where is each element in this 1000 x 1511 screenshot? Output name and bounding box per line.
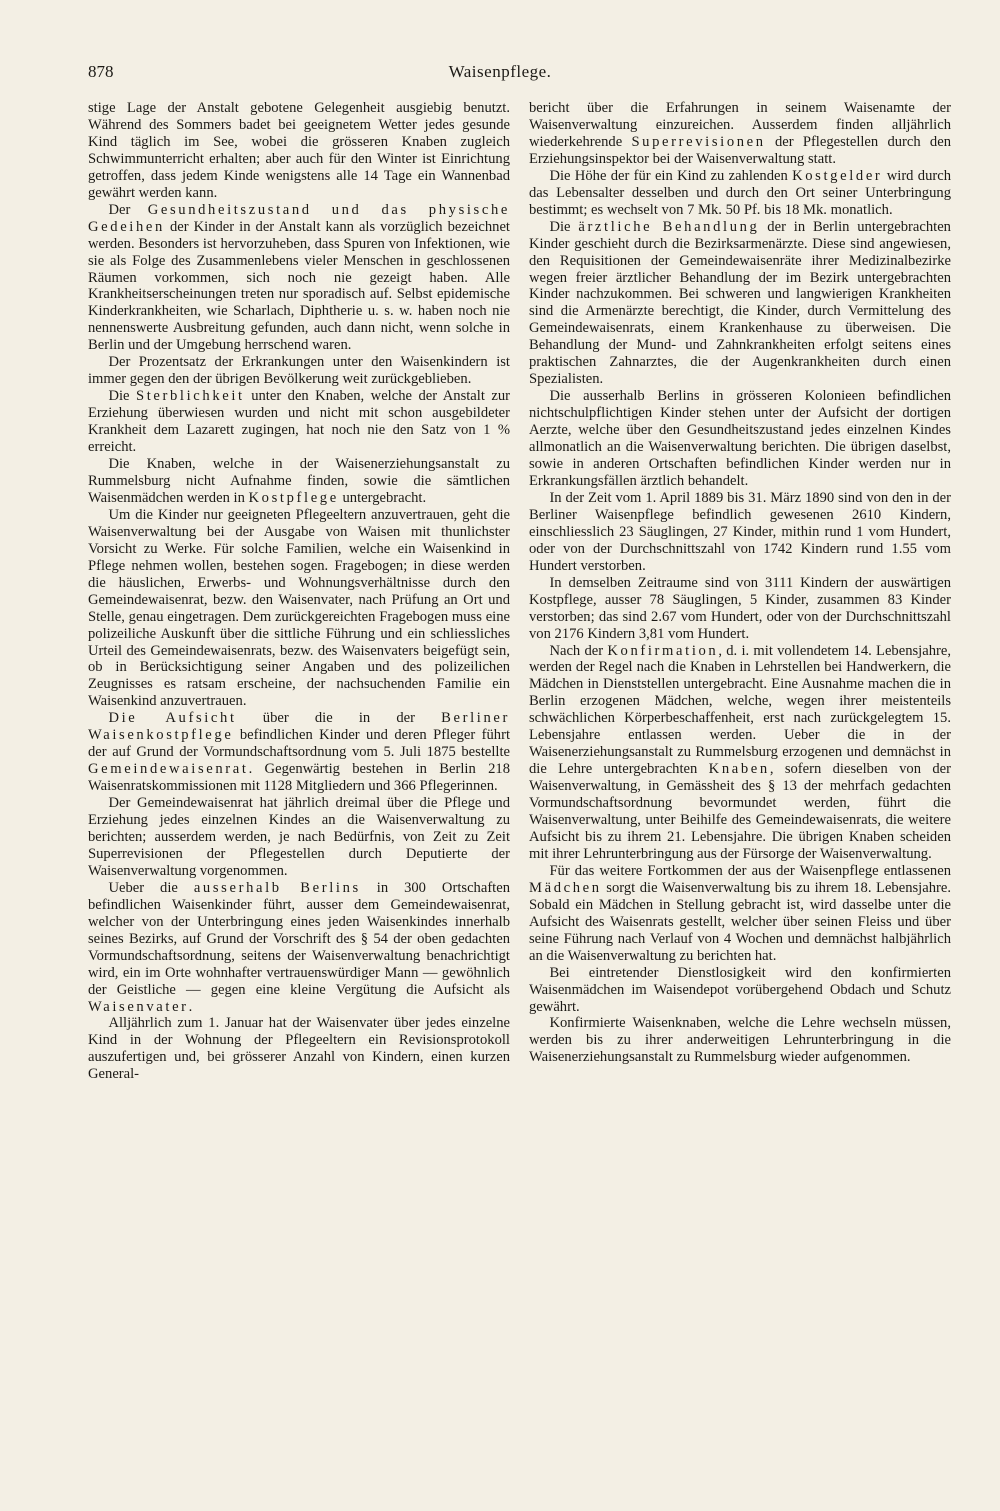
paragraph	[529, 388, 951, 490]
text-run: In der Zeit vom 1. April 1889 bis 31. März 1890 sind von den in der Berliner Waisenpflege befindlich gewesenen 2610 Kindern, einschliesslich 23 Säuglingen, 27 Kinder, mithin rund 1 vom Hundert, oder von der Durchschnittszahl von 1742 Kindern rund 1.55 vom Hundert verstorben.	[529, 489, 951, 574]
text-run: Die	[549, 218, 579, 235]
text-run: stige Lage der Anstalt gebotene Gelegenheit ausgiebig benutzt. Während des Sommers badet bei geeignetem Wetter jedes gesunde Kind täglich im See, wobei die grösseren Knaben zugleich Schwimmunterricht erhalten; aber auch für den Winter ist Einrichtung getroffen, dass jedem Kinde wenigstens alle 14 Tage ein Wannenbad gewährt werden kann.	[88, 100, 510, 201]
text-run: Nach der	[549, 642, 608, 659]
spaced-emphasis: Kostgelder	[792, 167, 883, 184]
text-run: Der Gemeindewaisenrat hat jährlich dreimal über die Pflege und Erziehung jedes einzelnen Kindes an die Waisenverwaltung zu berichten; ausserdem werden, je nach Bedürfnis, von Zeit zu Zeit Superrevisionen der Pflegestellen durch Deputierte der Waisenverwaltung vorgenommen.	[88, 795, 510, 879]
paragraph	[529, 100, 951, 168]
left-text-column	[88, 100, 510, 1083]
text-run: über die in der	[236, 710, 442, 727]
running-head	[88, 62, 912, 90]
text-run: .	[188, 998, 193, 1015]
text-run: Um die Kinder nur geeigneten Pflegeeltern anzuvertrauen, geht die Waisenverwaltung bei der Ausgabe von Waisen mit thunlichster Vorsicht zu Werke. Für solche Familien, welche ein Waisenkind in Pflege nehmen wollen, bestehen sogen. Fragebogen; in diese werden die häuslichen, Erwerbs- und Wohnungsverhältnisse durch den Gemeindewaisenrat, bezw. den Waisenvater, nach Prüfung an Ort und Stelle, genau eingetragen. Dem zurückgereichten Fragebogen muss eine polizeiliche Auskunft über die sittliche Führung und ein schliessliches Urteil des Gemeindewaisenrats, bezw. des Waisenvaters beigefügt sein, ob in Berücksichtigung seiner Angaben und des polizeilichen Zeugnisses es ratsam erscheine, der nachsuchenden Familie ein Waisenkind anzuvertrauen.	[88, 506, 510, 710]
spaced-emphasis: Gesundheitszustand und das physische Gedeihen	[88, 201, 511, 235]
text-run: befindlichen Kinder und deren Pfleger führt der auf Grund der Vormundschaftsordnung vom 5. Juli 1875 bestellte	[88, 727, 510, 761]
text-run: wird durch das Lebensalter desselben und durch den Ort seiner Unterbringung bestimmt; es wechselt von 7 Mk. 50 Pf. bis 18 Mk. monatlich.	[529, 167, 951, 218]
text-run: Der Prozentsatz der Erkrankungen unter den Waisenkindern ist immer gegen den der übrigen Bevölkerung weit zurückgeblieben.	[88, 354, 510, 388]
text-run: bericht über die Erfahrungen in seinem Waisenamte der Waisenverwaltung einzureichen. Ausserdem finden alljährlich wiederkehrende	[529, 100, 951, 150]
paragraph	[88, 880, 510, 1016]
spaced-emphasis: Kostpflege	[248, 489, 339, 506]
text-run: in 300 Ortschaften befindlichen Waisenkinder führt, ausser dem Gemeindewaisenrat, welcher von der Unterbringung eines jeden Waisenkindes innerhalb seines Bezirks, auf Grund der Vorschrift des § 54 der oben gedachten Vormundschaftsordnung, seitens der Waisenverwaltung benachrichtigt wird, ein im Orte wohnhafter vertrauenswürdiger Mann — gewöhnlich der Geistliche — gegen eine kleine Vergütung die Aufsicht als	[88, 879, 511, 998]
paragraph	[529, 643, 951, 863]
spaced-emphasis: ausserhalb Berlins	[193, 879, 361, 896]
text-run: der Kinder in der Anstalt kann als vorzüglich bezeichnet werden. Besonders ist hervorzuheben, dass Spuren von Infektionen, wie sie als Folge des Zusammenlebens vieler Menschen in geschlossenen Räumen vorkommen, sich noch nie gezeigt haben. Alle Krankheitserscheinungen treten nur sporadisch auf. Selbst epidemische Kinderkrankheiten, wie Scharlach, Diphtherie u. s. w. haben noch nie nennenswerte Ausbreitung gefunden, auch dann nicht, wenn solche in Berlin und der Umgebung herrschend waren.	[88, 218, 510, 354]
paragraph	[88, 388, 510, 456]
spaced-emphasis: Superrevisionen	[631, 133, 766, 150]
text-run: . Gegenwärtig bestehen in Berlin 218 Waisenratskommissionen mit 1128 Mitgliedern und 366 Pflegerinnen.	[88, 761, 510, 795]
text-run: Die Knaben, welche in der Waisenerziehungsanstalt zu Rummelsburg nicht Aufnahme finden, sowie die sämtlichen Waisenmädchen werden in	[88, 456, 510, 506]
spaced-emphasis: Konfirmation	[607, 642, 719, 659]
paragraph	[529, 965, 951, 1016]
paragraph	[88, 354, 510, 388]
paragraph	[529, 575, 951, 643]
spaced-emphasis: Waisenvater	[88, 998, 189, 1015]
text-run: Alljährlich zum 1. Januar hat der Waisenvater über jedes einzelne Kind in der Wohnung der Pflegeeltern ein Revisionsprotokoll auszufertigen und, bei grösserer Anzahl von Kindern, einen kurzen General-	[88, 1015, 510, 1083]
page-number: 878	[88, 62, 114, 81]
spaced-emphasis: Berliner Waisenkostpflege	[88, 710, 510, 744]
text-run: Konfirmierte Waisenknaben, welche die Lehre wechseln müssen, werden bis zu ihrer anderweitigen Lehrunterbringung in die Waisenerziehungsanstalt zu Rummelsburg wieder aufgenommen.	[529, 1015, 951, 1066]
paragraph	[88, 456, 510, 507]
paragraph	[88, 100, 510, 202]
running-title: Waisenpflege.	[448, 62, 552, 81]
text-run: Die ausserhalb Berlins in grösseren Kolonieen befindlichen nichtschulpflichtigen Kinder stehen unter der Aufsicht der dortigen Aerzte, welche über den Gesundheitszustand jedes einzelnen Kindes allmonatlich an die Waisenverwaltung berichten. Die übrigen daselbst, sowie in anderen Ortschaften befindlichen Kinder werden nur in Erkrankungsfällen ärztlich behandelt.	[529, 388, 951, 489]
paragraph	[88, 795, 510, 880]
text-run: unter den Knaben, welche der Anstalt zur Erziehung überwiesen wurden und nicht mit schon ausgebildeter Krankheit dem Lazarett zugingen, hat noch nie den Satz von 1 % erreicht.	[88, 388, 510, 456]
spaced-emphasis: Sterblichkeit	[135, 388, 245, 405]
text-run: der in Berlin untergebrachten Kinder geschieht durch die Bezirksarmenärzte. Diese sind angewiesen, den Requisitionen der Gemeindewaisenräte ihrer Medizinalbezirke wegen freier ärztlicher Behandlung der im Bezirk untergebrachten Kinder nachzukommen. Bei schweren und langwierigen Krankheiten sind die Armenärzte berechtigt, die Kinder, durch Vermittelung des Gemeindewaisenrats, einem Krankenhause zu überweisen. Die Behandlung der Mund- und Zahnkrankheiten erfolgt seitens eines praktischen Zahnarztes, die der Augenkrankheiten durch einen Spezialisten.	[529, 218, 951, 388]
spaced-emphasis: Die Aufsicht	[108, 710, 237, 727]
paragraph	[529, 1015, 951, 1066]
paragraph	[88, 507, 510, 710]
text-run: Ueber die	[108, 879, 194, 896]
paragraph	[529, 168, 951, 219]
spaced-emphasis: Knaben	[708, 761, 770, 778]
paragraph	[529, 863, 951, 965]
paragraph	[529, 219, 951, 389]
spaced-emphasis: Mädchen	[529, 879, 602, 896]
paragraph	[88, 710, 510, 795]
text-run: Die	[108, 388, 136, 405]
spaced-emphasis: ärztliche Behandlung	[578, 218, 760, 235]
text-run: Bei eintretender Dienstlosigkeit wird den konfirmierten Waisenmädchen im Waisendepot vorübergehend Obdach und Schutz gewährt.	[529, 964, 951, 1015]
text-run: Die Höhe der für ein Kind zu zahlenden	[549, 167, 793, 184]
text-run: der Pflegestellen durch den Erziehungsinspektor bei der Waisenverwaltung statt.	[529, 133, 951, 167]
spaced-emphasis: Gemeindewaisenrat	[88, 761, 249, 778]
right-text-column	[529, 100, 951, 1066]
text-run: In demselben Zeitraume sind von 3111 Kindern der auswärtigen Kostpflege, ausser 78 Säuglingen, 5 Kinder, zusammen 83 Kinder verstorben; das sind 2.67 vom Hundert, oder von der Durchschnittszahl von 2176 Kindern 3,81 vom Hundert.	[529, 574, 951, 642]
text-run: Für das weitere Fortkommen der aus der Waisenpflege entlassenen	[549, 862, 951, 879]
text-run: Der	[108, 201, 148, 218]
paragraph	[529, 490, 951, 575]
text-run: sorgt die Waisenverwaltung bis zu ihrem 18. Lebensjahre. Sobald ein Mädchen in Stellung gebracht ist, wird dasselbe unter die Aufsicht des Waisenrats gestellt, welcher über seinen Fleiss und über seine Führung nach Verlauf von 4 Wochen und demnächst halbjährlich an die Waisenverwaltung zu berichten hat.	[529, 879, 951, 964]
paragraph	[88, 202, 510, 355]
text-run: untergebracht.	[338, 489, 427, 506]
text-run: , sofern dieselben von der Waisenverwaltung, in Gemässheit des § 13 der mehrfach gedachten Vormundschaftsordnung bevormundet werden, führt die Waisenverwaltung, unter Beihilfe des Gemeindewaisenrats, die weitere Aufsicht bis zu ihrem 21. Lebensjahre. Die übrigen Knaben scheiden mit ihrer Lehrunterbringung aus der Fürsorge der Waisenverwaltung.	[529, 761, 951, 862]
paragraph	[88, 1015, 510, 1083]
text-run: , d. i. mit vollendetem 14. Lebensjahre, werden der Regel nach die Knaben in Lehrstellen bei Handwerkern, die Mädchen in Dienststellen untergebracht. Eine Ausnahme machen die in Berlin erzogenen Mädchen, welche, wegen ihrer meistenteils schwächlichen Körperbeschaffenheit, erst nach zurückgelegtem 15. Lebensjahre entlassen werden. Ueber die in der Waisenerziehungsanstalt zu Rummelsburg erzogenen und demnächst in die Lehre untergebrachten	[529, 642, 951, 778]
